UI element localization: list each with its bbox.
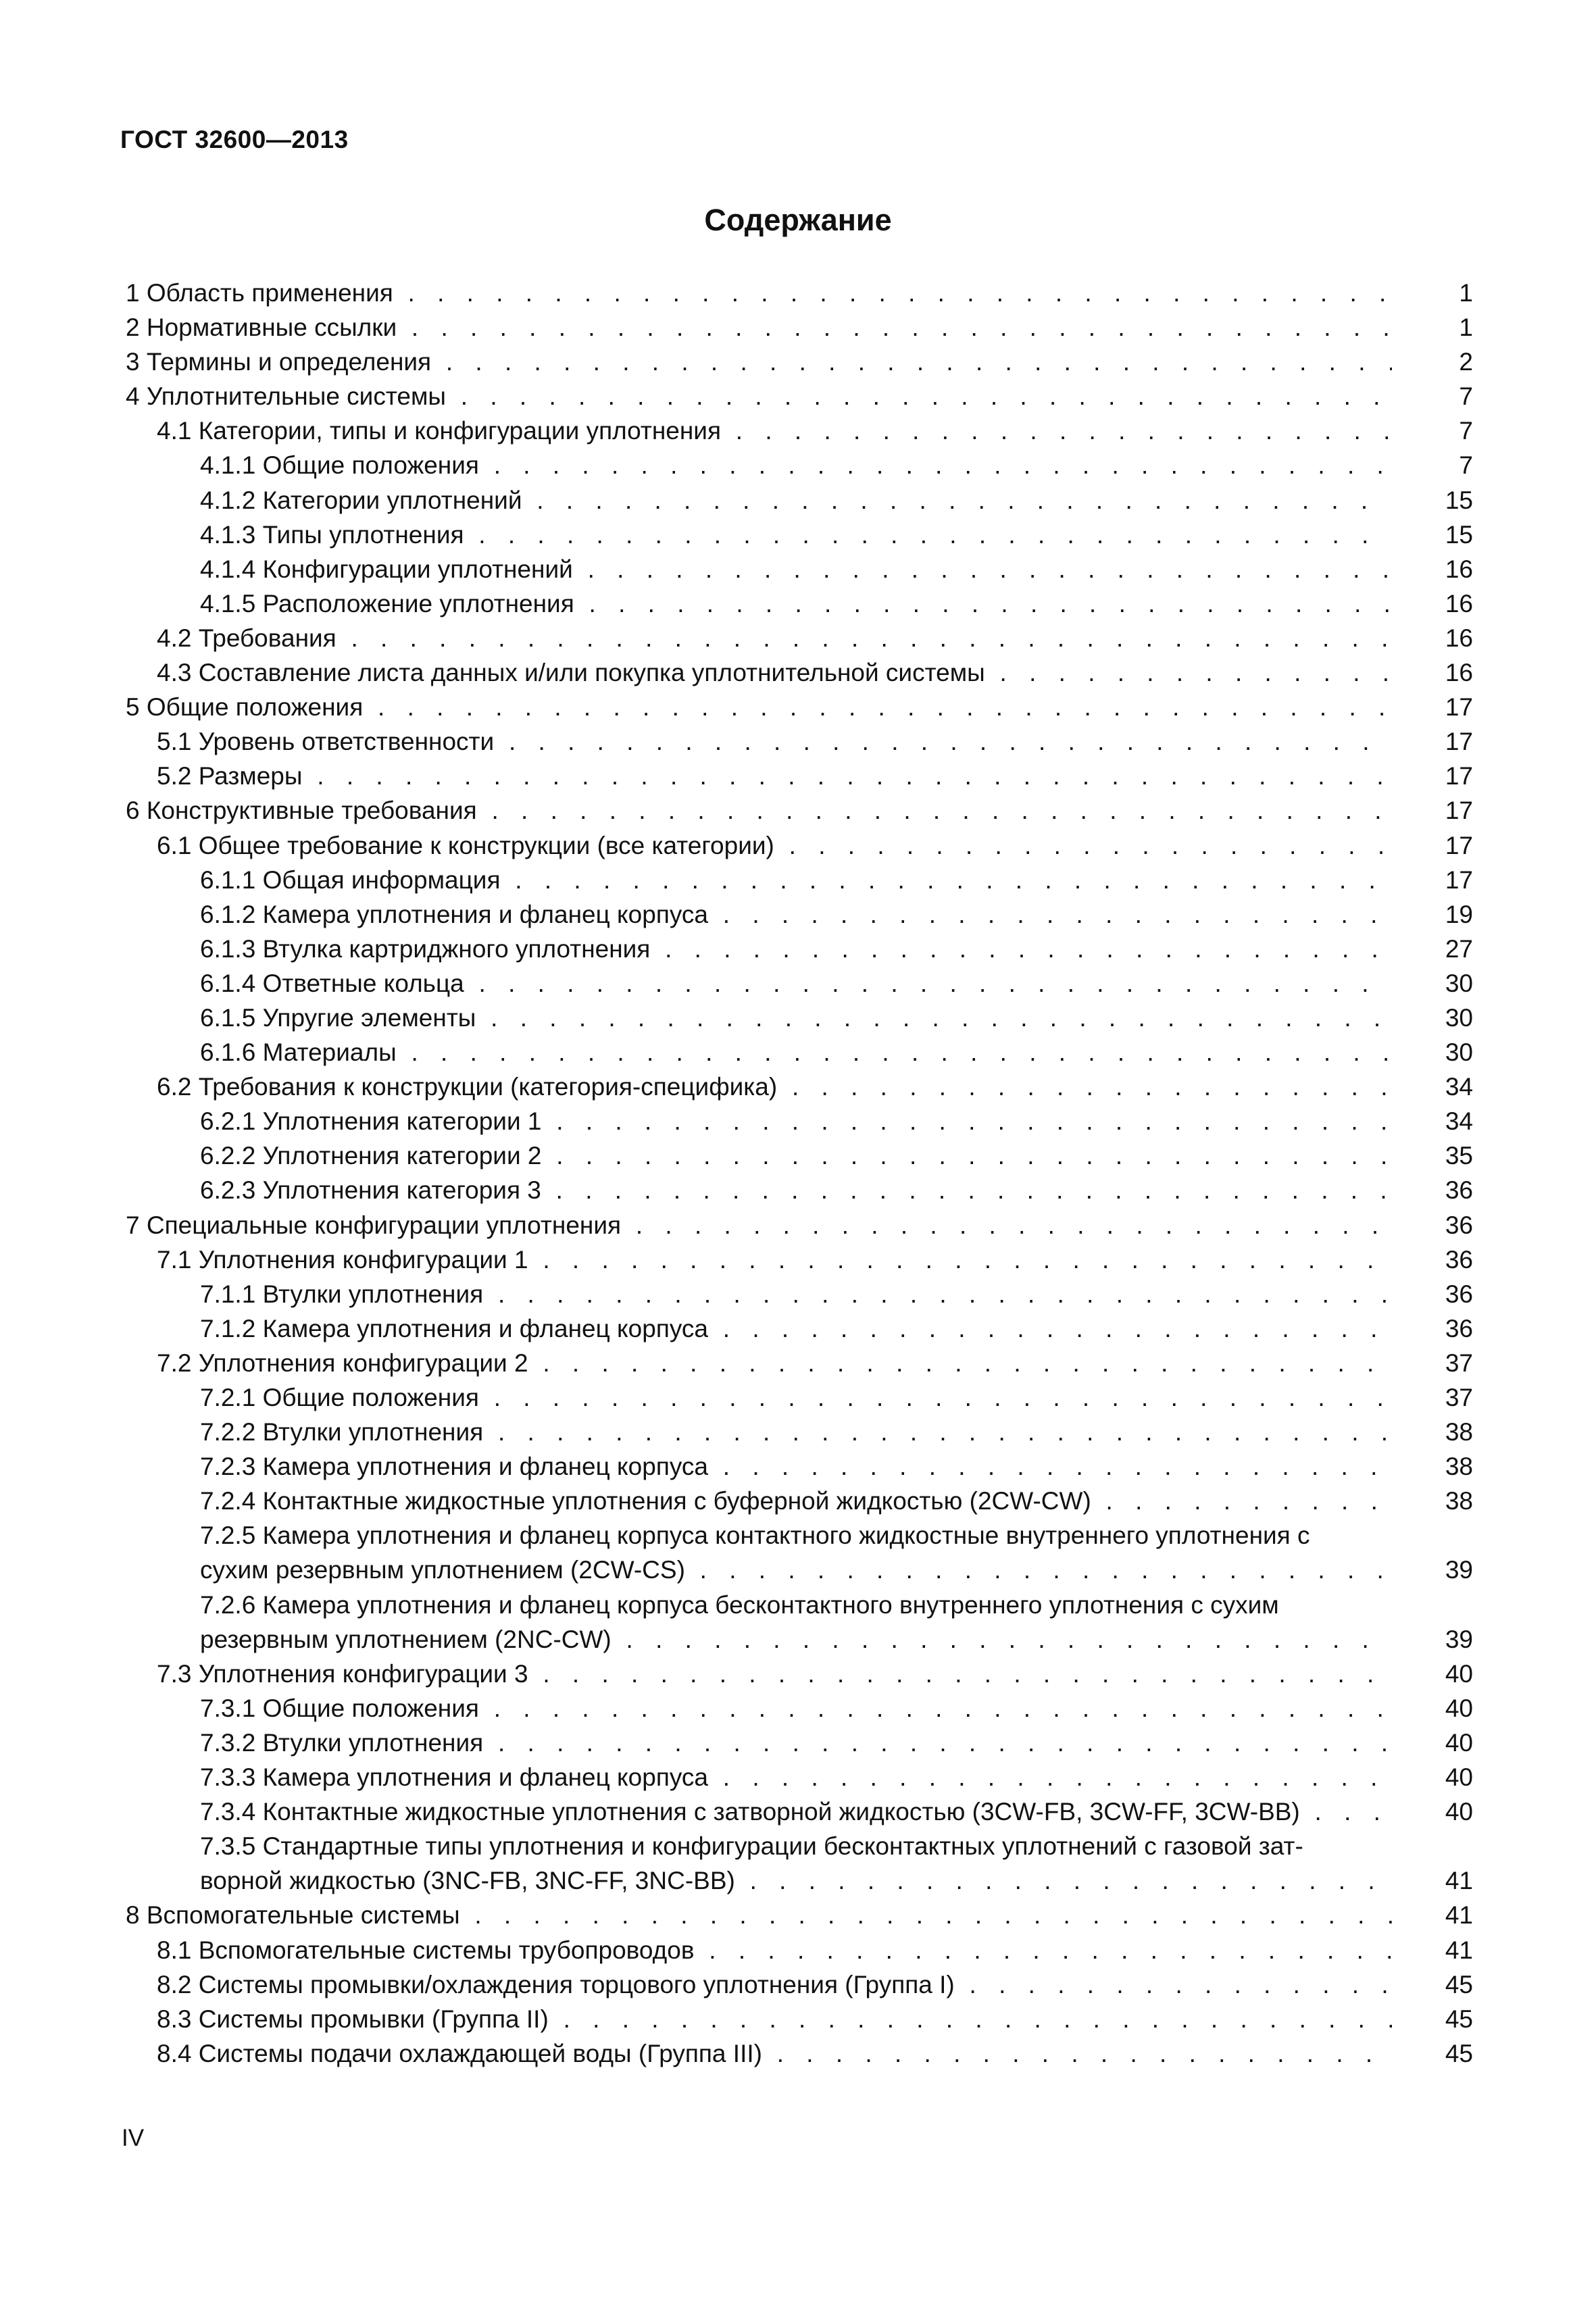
toc-entry-title: 4.1.4 Конфигурации уплотнений . . . <box>200 552 1392 586</box>
toc-entry-title: 8 Вспомогательные системы . . . <box>126 1898 1392 1932</box>
toc-entry[interactable] <box>126 1277 1473 1311</box>
toc-entry-title: 7 Специальные конфигурации уплотнения . . . <box>126 1208 1392 1242</box>
toc-entry-page: 15 <box>1445 486 1473 514</box>
toc-entry-title: 8.2 Системы промывки/охлаждения торцового уплотнения (Группа I) . . . <box>157 1967 1392 2002</box>
toc-entry[interactable] <box>126 621 1473 655</box>
toc-entry[interactable] <box>126 1242 1473 1277</box>
toc-entry-title: 6.1.1 Общая информация . . . <box>200 863 1392 897</box>
toc-entry[interactable] <box>126 379 1473 413</box>
toc-entry-page: 17 <box>1445 762 1473 790</box>
toc-entry-title: 6.1.3 Втулка картриджного уплотнения . . . <box>200 932 1392 966</box>
toc-entry-title-line: сухим резервным уплотнением (2CW-CS) . . . <box>200 1553 1392 1587</box>
toc-entry[interactable] <box>126 413 1473 448</box>
toc-entry[interactable] <box>126 724 1473 759</box>
toc-entry-title: 4.3 Составление листа данных и/или покупка уплотнительной системы . . . <box>157 655 1392 690</box>
toc-entry[interactable] <box>126 1208 1473 1242</box>
toc-entry-title: 7.3.2 Втулки уплотнения . . . <box>200 1726 1392 1760</box>
toc-entry[interactable] <box>126 932 1473 966</box>
toc-entry-title: 4.1.1 Общие положения . . . <box>200 448 1392 482</box>
toc-entry[interactable] <box>126 1484 1473 1518</box>
toc-entry-page: 45 <box>1445 2005 1473 2033</box>
toc-entry[interactable] <box>126 655 1473 690</box>
toc-entry[interactable] <box>126 1829 1473 1898</box>
toc-entry-title: 6.2.1 Уплотнения категории 1 . . . <box>200 1104 1392 1138</box>
toc-entry-title: 7.3.1 Общие положения . . . <box>200 1691 1392 1726</box>
toc-entry[interactable] <box>126 1415 1473 1449</box>
toc-entry-title: 6.1.2 Камера уплотнения и фланец корпуса . . . <box>200 897 1392 932</box>
toc-entry-page: 17 <box>1445 693 1473 722</box>
toc-entry[interactable] <box>126 828 1473 863</box>
toc-entry-title: 7.2.2 Втулки уплотнения . . . <box>200 1415 1392 1449</box>
toc-entry[interactable] <box>126 2036 1473 2071</box>
toc-entry-title: 5.1 Уровень ответственности . . . <box>157 724 1392 759</box>
toc-entry-title: 7.3 Уплотнения конфигурации 3 . . . <box>157 1657 1392 1691</box>
toc-title: Содержание <box>704 203 892 237</box>
toc-entry[interactable] <box>126 310 1473 345</box>
toc-entry-page: 17 <box>1445 831 1473 859</box>
toc-entry[interactable] <box>126 1001 1473 1035</box>
toc-entry[interactable] <box>126 1588 1473 1657</box>
toc-entry-page: 16 <box>1445 624 1473 652</box>
toc-entry-page: 40 <box>1445 1798 1473 1826</box>
toc-entry-page: 1 <box>1459 279 1473 307</box>
toc-entry-title: 7.1.1 Втулки уплотнения . . . <box>200 1277 1392 1311</box>
toc-entry-page: 7 <box>1459 451 1473 480</box>
toc-entry[interactable] <box>126 863 1473 897</box>
toc-entry-title: 7.2.1 Общие положения . . . <box>200 1380 1392 1415</box>
toc-entry-title: 3 Термины и определения . . . <box>126 345 1392 379</box>
toc-entry-title: 8.1 Вспомогательные системы трубопроводов . . . <box>157 1933 1392 1967</box>
toc-entry-page: 40 <box>1445 1728 1473 1757</box>
toc-entry[interactable] <box>126 483 1473 518</box>
toc-entry-page: 35 <box>1445 1142 1473 1170</box>
toc-entry-title: 6.1.4 Ответные кольца . . . <box>200 966 1392 1001</box>
toc-entry-title: 7.3.4 Контактные жидкостные уплотнения с затворной жидкостью (3CW-FB, 3CW-FF, 3CW-BB) . . . <box>200 1794 1392 1829</box>
toc-entry-title: 6 Конструктивные требования . . . <box>126 793 1392 828</box>
toc-entry-title: 4.1.5 Расположение уплотнения . . . <box>200 586 1392 621</box>
toc-entry-title: 2 Нормативные ссылки . . . <box>126 310 1392 345</box>
page-number: IV <box>122 2125 145 2151</box>
toc-entry[interactable] <box>126 759 1473 793</box>
toc-entry-title: 1 Область применения . . . <box>126 276 1392 310</box>
toc-entry-title: 7.3.3 Камера уплотнения и фланец корпуса . . . <box>200 1760 1392 1794</box>
toc-entry[interactable] <box>126 1933 1473 1967</box>
toc-entry-page: 36 <box>1445 1245 1473 1274</box>
toc-entry-page: 17 <box>1445 865 1473 894</box>
toc-entry[interactable] <box>126 1380 1473 1415</box>
toc-entry[interactable] <box>126 1311 1473 1346</box>
toc-entry-title: 6.2 Требования к конструкции (категория-специфика) . . . <box>157 1070 1392 1104</box>
toc-entry[interactable] <box>126 690 1473 724</box>
toc-entry-title: 6.1 Общее требование к конструкции (все категории) . . . <box>157 828 1392 863</box>
toc-entry[interactable] <box>126 1898 1473 1932</box>
toc-entry-title <box>200 1829 1392 1898</box>
document-code: ГОСТ 32600—2013 <box>120 126 349 153</box>
toc-entry[interactable] <box>126 586 1473 621</box>
toc-entry-title: 6.1.5 Упругие элементы . . . <box>200 1001 1392 1035</box>
toc-entry-page: 38 <box>1445 1453 1473 1481</box>
toc-entry[interactable] <box>126 897 1473 932</box>
toc-entry-title: 4.1.2 Категории уплотнений . . . <box>200 483 1392 518</box>
toc-entry-page: 36 <box>1445 1280 1473 1308</box>
toc-entry-title: 8.3 Системы промывки (Группа II) . . . <box>157 2002 1392 2036</box>
toc-entry[interactable] <box>126 552 1473 586</box>
toc-entry[interactable] <box>126 1070 1473 1104</box>
toc-entry[interactable] <box>126 966 1473 1001</box>
toc-entry-page: 37 <box>1445 1384 1473 1411</box>
toc-entry-title: 4 Уплотнительные системы . . . <box>126 379 1392 413</box>
toc-entry-page: 30 <box>1445 1003 1473 1032</box>
toc-entry-page: 7 <box>1459 417 1473 445</box>
toc-entry-title-line: резервным уплотнением (2NC-CW) . . . <box>200 1622 1392 1657</box>
toc-entry-page: 34 <box>1445 1073 1473 1101</box>
toc-entry-title: 5 Общие положения . . . <box>126 690 1392 724</box>
toc-entry-title: 5.2 Размеры . . . <box>157 759 1392 793</box>
toc-entry-page: 30 <box>1445 969 1473 997</box>
toc-entry-title-line: 7.2.5 Камера уплотнения и фланец корпуса контактного жидкостные внутреннего уплотнения с <box>200 1521 1310 1550</box>
toc-entry-page: 30 <box>1445 1038 1473 1067</box>
toc-entry[interactable] <box>126 1035 1473 1070</box>
toc-entry-title: 6.2.3 Уплотнения категория 3 . . . <box>200 1173 1392 1207</box>
toc-entry-page: 38 <box>1445 1487 1473 1515</box>
toc-entry[interactable] <box>126 1346 1473 1380</box>
toc-entry-page: 34 <box>1445 1107 1473 1136</box>
toc-entry-title: 4.1 Категории, типы и конфигурации уплотнения . . . <box>157 413 1392 448</box>
toc-entry-page: 2 <box>1459 348 1473 376</box>
toc-entry-page: 27 <box>1445 934 1473 963</box>
toc-entry-title: 8.4 Системы подачи охлаждающей воды (Группа III) . . . <box>157 2036 1392 2071</box>
toc-entry-page: 39 <box>1445 1556 1473 1584</box>
toc-entry-page: 40 <box>1445 1763 1473 1792</box>
toc-entry-page: 15 <box>1445 520 1473 549</box>
toc-entry-title: 7.1.2 Камера уплотнения и фланец корпуса . . . <box>200 1311 1392 1346</box>
toc-entry-page: 45 <box>1445 1970 1473 1998</box>
toc-entry-page: 16 <box>1445 589 1473 618</box>
toc-entry-title: 4.1.3 Типы уплотнения . . . <box>200 518 1392 552</box>
toc-entry[interactable] <box>126 1726 1473 1760</box>
toc-entry-title: 6.2.2 Уплотнения категории 2 . . . <box>200 1138 1392 1173</box>
toc-entry-page: 37 <box>1445 1349 1473 1377</box>
toc-entry-page: 7 <box>1459 382 1473 411</box>
toc-entry-title <box>200 1588 1392 1657</box>
toc-entry[interactable] <box>126 1657 1473 1691</box>
toc-entry-title: 7.2.4 Контактные жидкостные уплотнения с буферной жидкостью (2CW-CW) . . . <box>200 1484 1392 1518</box>
toc-entry-page: 40 <box>1445 1659 1473 1688</box>
toc-entry[interactable] <box>126 1138 1473 1173</box>
toc-entry-title: 7.2.3 Камера уплотнения и фланец корпуса . . . <box>200 1449 1392 1484</box>
toc-entry-title-line: 7.2.6 Камера уплотнения и фланец корпуса бесконтактного внутреннего уплотнения с сухим <box>200 1590 1279 1619</box>
toc-entry[interactable] <box>126 1760 1473 1794</box>
toc-entry[interactable] <box>126 1794 1473 1829</box>
toc-entry-page: 41 <box>1445 1936 1473 1964</box>
toc-entry[interactable] <box>126 1691 1473 1726</box>
toc-entry-page: 16 <box>1445 555 1473 583</box>
toc-entry-title: 4.2 Требования . . . <box>157 621 1392 655</box>
toc-entry[interactable] <box>126 448 1473 482</box>
toc-entry[interactable] <box>126 1518 1473 1587</box>
toc-entry-page: 45 <box>1445 2039 1473 2067</box>
toc-entry[interactable] <box>126 2002 1473 2036</box>
toc-entry-page: 16 <box>1445 659 1473 687</box>
toc-entry[interactable] <box>126 1104 1473 1138</box>
toc-entry-page: 1 <box>1459 313 1473 342</box>
toc-entry-title-line: ворной жидкостью (3NC-FB, 3NC-FF, 3NC-BB) . . . <box>200 1863 1392 1898</box>
toc-entry-page: 17 <box>1445 728 1473 756</box>
toc-entry-page: 41 <box>1445 1867 1473 1895</box>
toc-entry-page: 41 <box>1445 1901 1473 1930</box>
toc-entry-title <box>200 1518 1392 1587</box>
toc-entry-title-line: 7.3.5 Стандартные типы уплотнения и конфигурации бесконтактных уплотнений с газовой зат- <box>200 1832 1303 1861</box>
toc-entry-title: 6.1.6 Материалы . . . <box>200 1035 1392 1070</box>
toc-entry[interactable] <box>126 1449 1473 1484</box>
toc-entry[interactable] <box>126 518 1473 552</box>
toc-entry-page: 17 <box>1445 797 1473 825</box>
toc-entry-page: 39 <box>1445 1625 1473 1653</box>
toc-entry[interactable] <box>126 793 1473 828</box>
toc-entry-page: 38 <box>1445 1418 1473 1447</box>
toc-entry-page: 36 <box>1445 1176 1473 1205</box>
toc-entry[interactable] <box>126 1173 1473 1207</box>
toc-entry[interactable] <box>126 1967 1473 2002</box>
table-of-contents <box>126 276 1473 2071</box>
toc-entry-page: 36 <box>1445 1314 1473 1342</box>
toc-entry[interactable] <box>126 345 1473 379</box>
toc-entry-title: 7.2 Уплотнения конфигурации 2 . . . <box>157 1346 1392 1380</box>
toc-entry-page: 36 <box>1445 1211 1473 1239</box>
toc-entry-page: 40 <box>1445 1694 1473 1722</box>
toc-entry-page: 19 <box>1445 900 1473 928</box>
toc-entry-title: 7.1 Уплотнения конфигурации 1 . . . <box>157 1242 1392 1277</box>
toc-entry[interactable] <box>126 276 1473 310</box>
